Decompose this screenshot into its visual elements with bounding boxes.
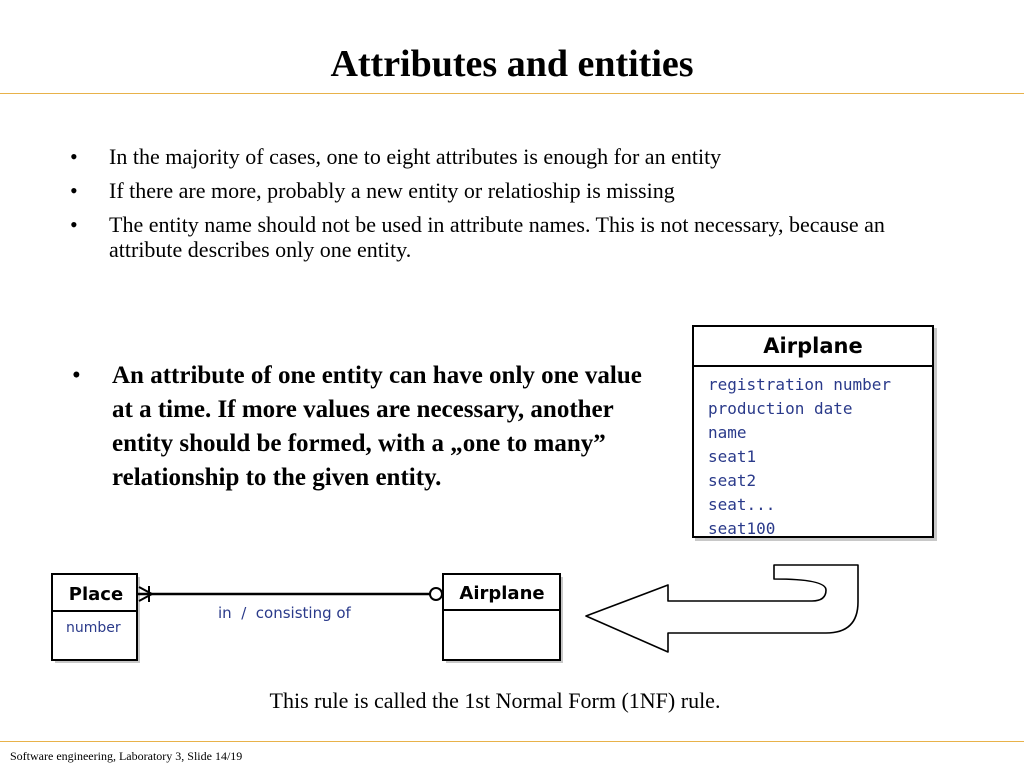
optional-circle xyxy=(430,588,442,600)
entity-attribute: registration number xyxy=(708,375,892,394)
entity-attribute: seat2 xyxy=(708,471,757,490)
bullet-dot: • xyxy=(72,362,81,389)
bullet-dot: • xyxy=(70,144,78,169)
bullet-dot: • xyxy=(70,178,78,203)
entity-name: Airplane xyxy=(694,327,932,367)
place-entity-name: Place xyxy=(68,584,124,605)
entity-attribute: seat100 xyxy=(708,519,776,538)
bullet-text: In the majority of cases, one to eight attributes is enough for an entity xyxy=(109,144,722,169)
place-entity xyxy=(52,574,140,663)
airplane-small-name: Airplane xyxy=(459,583,545,604)
place-entity-attribute: number xyxy=(66,620,121,636)
footer-divider xyxy=(0,741,1024,742)
bold-bullet-text: An attribute of one entity can have only one value at a time. If more values are necessary, another entity should be formed, with a „one to many” relationship to the given entity. xyxy=(112,362,642,491)
bullet-text: The entity name should not be used in attribute names. This is not necessary, because an attribute describes only one entity. xyxy=(109,212,885,262)
normal-form-note: This rule is called the 1st Normal Form (1NF) rule. xyxy=(269,688,721,713)
relationship-line xyxy=(137,586,442,622)
slide-title: Attributes and entities xyxy=(330,43,694,85)
airplane-small-entity xyxy=(443,574,563,663)
relationship-label: in / consisting of xyxy=(218,604,351,622)
entity-attribute: seat... xyxy=(708,495,776,514)
slide-footer: Software engineering, Laboratory 3, Slide 14/19 xyxy=(10,749,243,763)
bullet-text: If there are more, probably a new entity or relatioship is missing xyxy=(109,178,675,203)
entity-attribute: seat1 xyxy=(708,447,757,466)
bullet-dot: • xyxy=(70,212,78,237)
entity-attribute: production date xyxy=(708,399,853,418)
entity-attribute: name xyxy=(708,423,747,442)
transform-arrow-icon xyxy=(586,565,858,652)
